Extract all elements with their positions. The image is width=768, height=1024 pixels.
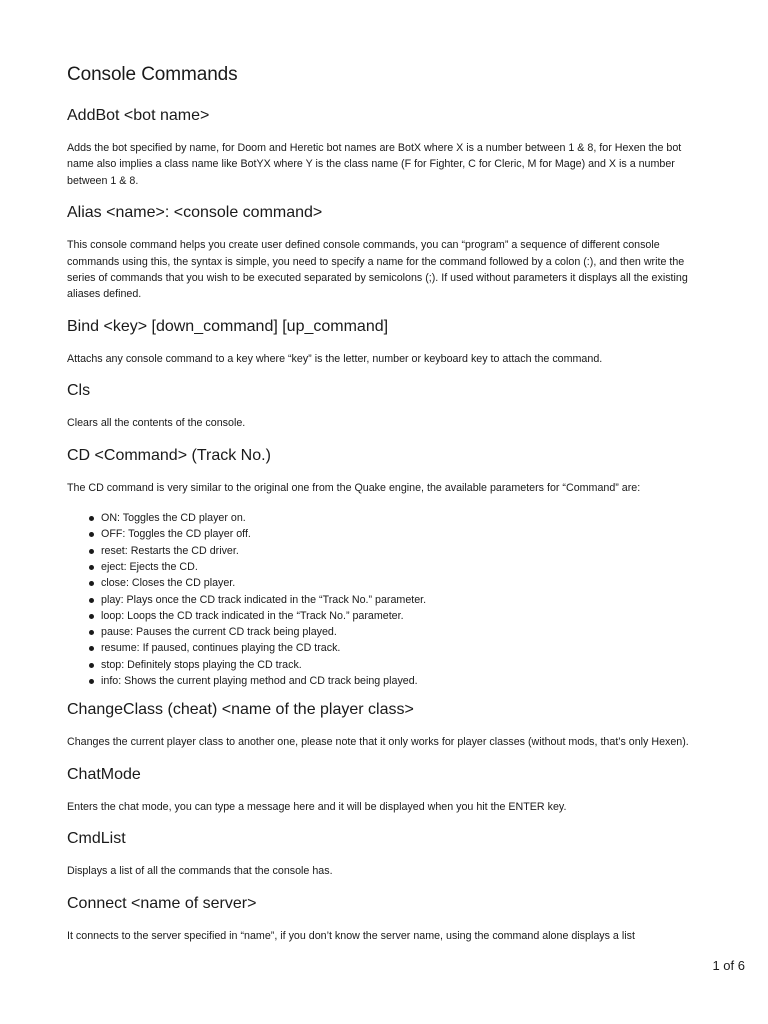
command-description: Enters the chat mode, you can type a message here and it will be displayed when you hit the ENTER key. bbox=[67, 800, 567, 813]
section-connect bbox=[67, 894, 703, 944]
section-bind bbox=[67, 317, 703, 367]
list-item: close: Closes the CD player. bbox=[89, 575, 703, 591]
section-changeclass bbox=[67, 700, 703, 750]
list-item: reset: Restarts the CD driver. bbox=[89, 543, 703, 559]
command-description: It connects to the server specified in “name”, if you don’t know the server name, using the command alone displays a list bbox=[67, 929, 635, 942]
section-cd bbox=[67, 446, 703, 690]
command-heading: ChatMode bbox=[67, 765, 141, 783]
list-item: ON: Toggles the CD player on. bbox=[89, 510, 703, 526]
command-description: Clears all the contents of the console. bbox=[67, 417, 246, 430]
cd-parameter-list bbox=[67, 510, 703, 689]
command-description: Changes the current player class to another one, please note that it only works for player classes (without mods, that’s only Hexen). bbox=[67, 736, 689, 749]
command-description: Displays a list of all the commands that the console has. bbox=[67, 865, 333, 878]
command-description: Adds the bot specified by name, for Doom and Heretic bot names are BotX where X is a number between 1 & 8, for Hexen the bot name also implies a class name like BotYX where Y is the class name (F for Fighter, C for Cleric, M for Mage) and X is a number between 1 & 8. bbox=[67, 142, 682, 187]
list-item: loop: Loops the CD track indicated in the “Track No.” parameter. bbox=[89, 608, 703, 624]
command-description: The CD command is very similar to the original one from the Quake engine, the available parameters for “Command” are: bbox=[67, 481, 641, 494]
section-addbot bbox=[67, 106, 703, 189]
command-description: This console command helps you create user defined console commands, you can “program” a sequence of different console commands using this, the syntax is simple, you need to specify a name for the command followed by a colon (:), and then write the series of commands that you wish to be executed separated by semicolons (;). If used without parameters it displays all the existing aliases defined. bbox=[67, 239, 688, 301]
page-title: Console Commands bbox=[67, 64, 238, 85]
document-page bbox=[67, 62, 703, 958]
list-item: resume: If paused, continues playing the CD track. bbox=[89, 640, 703, 656]
list-item: play: Plays once the CD track indicated in the “Track No.” parameter. bbox=[89, 592, 703, 608]
command-heading: CmdList bbox=[67, 830, 126, 848]
list-item: eject: Ejects the CD. bbox=[89, 559, 703, 575]
list-item: pause: Pauses the current CD track being played. bbox=[89, 624, 703, 640]
command-heading: ChangeClass (cheat) <name of the player class> bbox=[67, 701, 414, 719]
list-item: info: Shows the current playing method and CD track being played. bbox=[89, 673, 703, 689]
section-chatmode bbox=[67, 765, 703, 815]
command-heading: Alias <name>: <console command> bbox=[67, 204, 323, 222]
command-heading: AddBot <bot name> bbox=[67, 107, 210, 124]
list-item: OFF: Toggles the CD player off. bbox=[89, 526, 703, 542]
command-heading: CD <Command> (Track No.) bbox=[67, 446, 271, 464]
command-description: Attachs any console command to a key where “key” is the letter, number or keyboard key to attach the command. bbox=[67, 352, 603, 365]
page-indicator: 1 of 6 bbox=[712, 958, 745, 973]
command-heading: Connect <name of server> bbox=[67, 894, 257, 912]
section-cmdlist bbox=[67, 829, 703, 879]
command-heading: Bind <key> [down_command] [up_command] bbox=[67, 317, 389, 335]
section-cls bbox=[67, 381, 703, 431]
section-alias bbox=[67, 203, 703, 303]
list-item: stop: Definitely stops playing the CD track. bbox=[89, 657, 703, 673]
command-heading: Cls bbox=[67, 382, 91, 400]
